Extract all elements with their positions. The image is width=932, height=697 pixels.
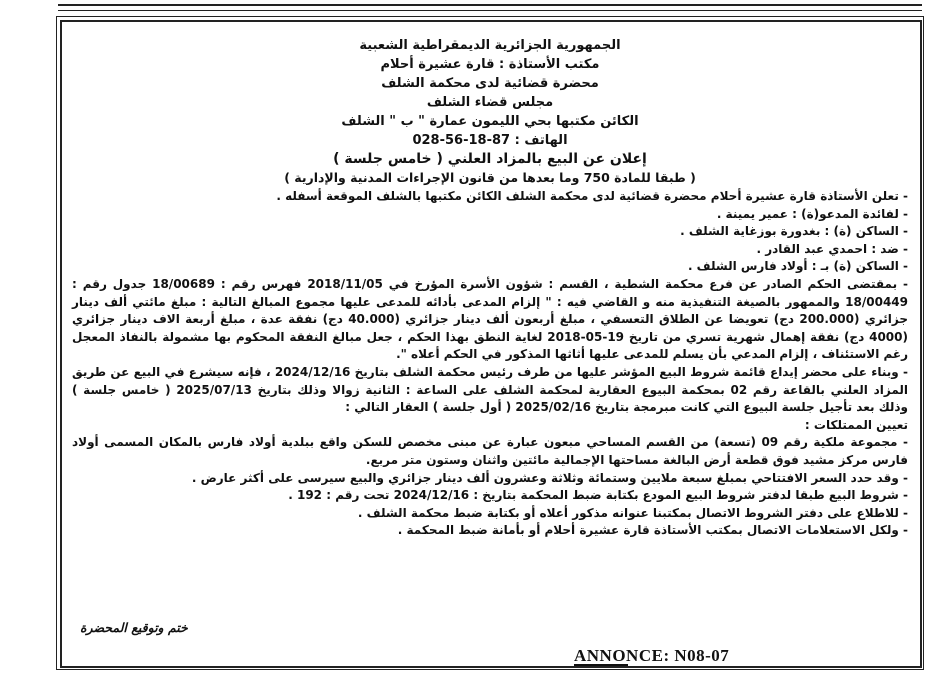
- paragraph-beneficiary: - لفائدة المدعو(ة) : عمير يمينة .: [716, 206, 908, 221]
- signature-line: ختم وتوقيع المحضرة: [80, 620, 188, 635]
- office-name: مكتب الأستاذة : قارة عشيرة أحلام: [380, 57, 600, 72]
- paragraph-announcement: - تعلن الأستاذة قارة عشيرة أحلام محضرة قضائية لدى محكمة الشلف الكائن مكتبها بالشلف الموقعة أسفله .: [276, 189, 908, 203]
- paragraph-inquiries: - ولكل الاستعلامات الاتصال بمكتب الأستاذة قارة عشيرة أحلام أو بأمانة ضبط المحكمة .: [397, 523, 908, 538]
- paragraph-beneficiary-address: - الساكن (ة) : بغدورة بوزغاية الشلف .: [680, 224, 908, 239]
- paragraph-sale-date: - وبناء على محضر إيداع قائمة شروط البيع المؤشر عليها من طرف رئيس محكمة الشلف بتاريخ 2024/12/16 ، فإنه سيشرع في البيع عن طريق المزاد العلني بالقاعة رقم 02 بمحكمة البيوع العقارية لمحكمة الشلف على الساعة : الثانية زوالا وذلك بتاريخ 2025/07/13 ( خامس جلسة ) وذلك بعد تأجيل جلسة البيوع التي كانت مبرمجة بتاريخ 2025/02/16 ( أول جلسة ) العقار التالي :: [72, 364, 909, 415]
- paragraph-defendant: - ضد : احمدي عبد القادر .: [756, 241, 908, 256]
- notice-title: إعلان عن البيع بالمزاد العلني ( خامس جلسة ): [333, 151, 647, 167]
- office-address: الكائن مكتبها بحي الليمون عمارة " ب " الشلف: [341, 114, 639, 129]
- property-heading: تعيين الممتلكات :: [804, 417, 908, 432]
- paragraph-judgment: - بمقتضى الحكم الصادر عن فرع محكمة الشطية ، القسم : شؤون الأسرة المؤرخ في 2018/11/05 فهرس رقم : 18/00689 جدول رقم : 18/00449 والممهور بالصيغة التنفيذية منه و القاضي فيه : " إلزام المدعى بأدائه للمدعى عليها مجموع المبالغ التالية : مبلغ مائتي ألف دينار جزائري (200.000 دج) تعويضا عن الطلاق التعسفي ، مبلغ أربعون ألف دينار جزائري (40.000 دج) نفقة عدة ، مبلغ أربعة الاف دينار جزائري (4000 دج) نفقة إهمال شهرية تسري من تاريخ 19-05-2018 لغاية النطق بهذا الحكم ، جعل مبالغ النفقة المحكوم بها مشمولة بالنفاذ المعجل رغم الاستئناف ، إلزام المدعي بأن يسلم للمدعى عليها أثاثها المذكور في الحكم أعلاه ".: [72, 276, 909, 362]
- paragraph-consult: - للاطلاع على دفتر الشروط الاتصال بمكتبنا عنوانه مذكور أعلاه أو بكتابة ضبط محكمة الشلف .: [357, 505, 908, 520]
- paragraph-defendant-address: - الساكن (ة) بـ : أولاد فارس الشلف .: [687, 259, 908, 274]
- paragraph-property: - مجموعة ملكية رقم 09 (تسعة) من القسم المساحي مبعون عبارة عن مبنى مخصص للسكن واقع ببلدية أولاد فارس بالمكان المسمى أولاد فارس مركز مشيد فوق قطعة أرض البالغة مساحتها الإجمالية مائتين واثنان وستون متر مربع.: [72, 435, 908, 467]
- annonce-underline: [574, 664, 628, 666]
- paragraph-conditions: - شروط البيع طبقا لدفتر شروط البيع المودع بكتابة ضبط المحكمة بتاريخ : 2024/12/16 تحت رقم : 192 .: [288, 488, 908, 503]
- top-rule: [58, 4, 922, 11]
- phone-number: الهاتف : 87-18-56-028: [412, 133, 568, 148]
- paragraph-opening-price: - وقد حدد السعر الافتتاحي بمبلغ سبعة ملايين وستمائة وثلاثة وعشرون ألف دينار جزائري والبيع سيرسى على أكثر عارض .: [191, 470, 908, 485]
- bailiff-title: محضرة قضائية لدى محكمة الشلف: [381, 76, 599, 91]
- court-name: مجلس قضاء الشلف: [426, 95, 554, 110]
- notice-content: [72, 36, 908, 540]
- annonce-number: [574, 646, 729, 666]
- legal-reference: ( طبقا للمادة 750 وما بعدها من قانون الإجراءات المدنية والإدارية ): [284, 170, 696, 185]
- annonce-label: ANNONCE: N08-07: [574, 646, 730, 665]
- republic-header: الجمهورية الجزائرية الديمقراطية الشعبية: [359, 38, 621, 53]
